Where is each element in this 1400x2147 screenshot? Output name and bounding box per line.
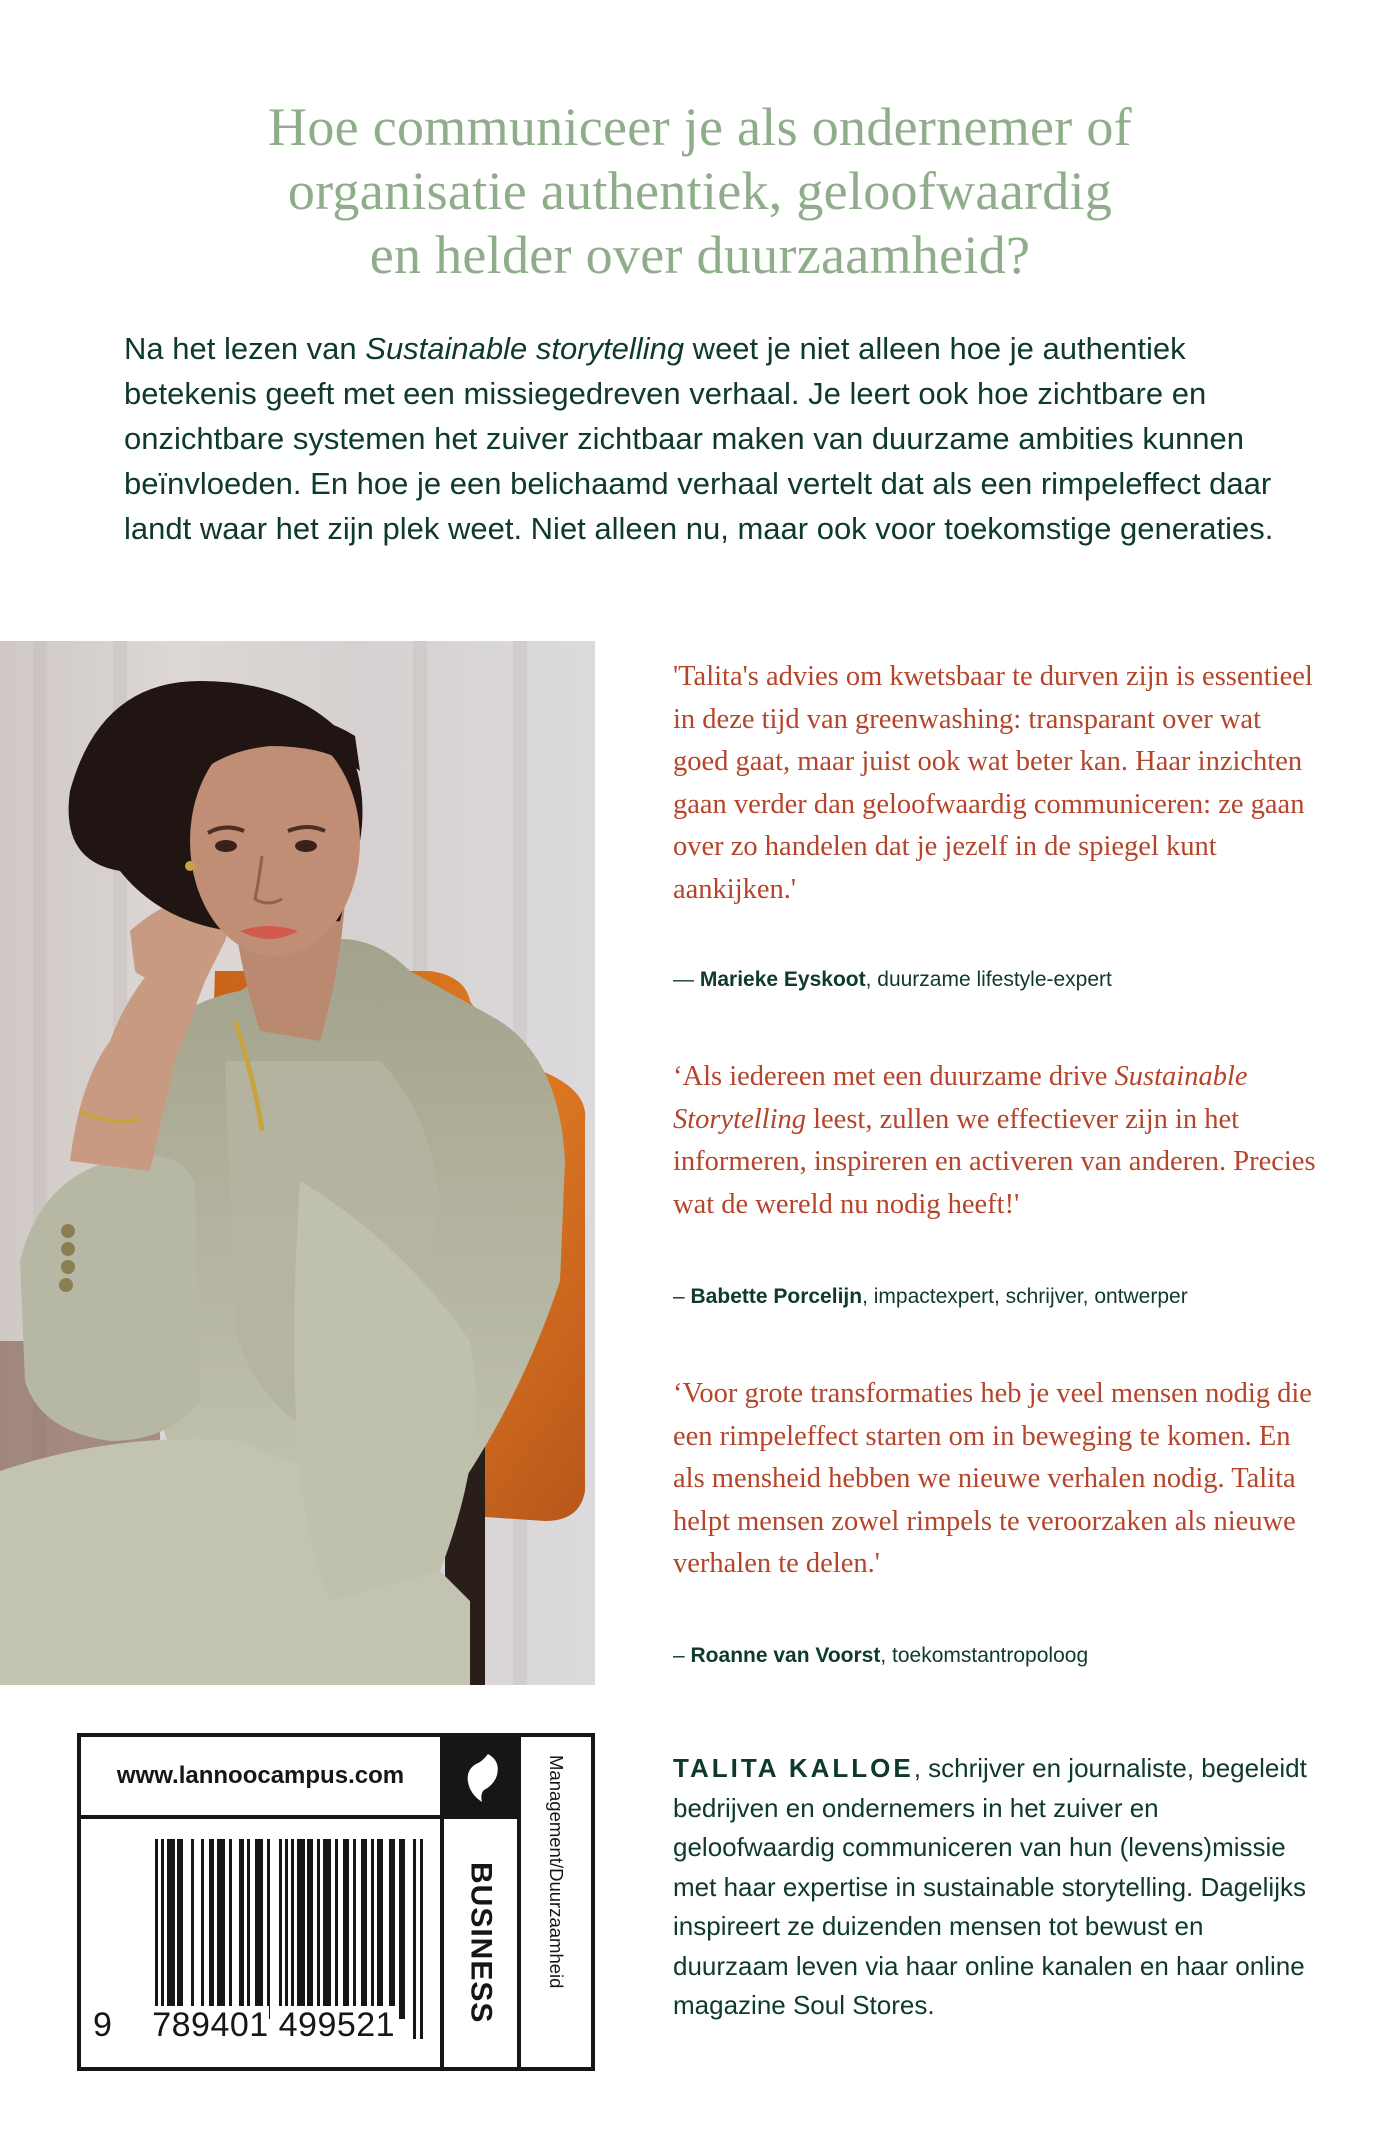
- endorsement-attribution-1: [673, 966, 1353, 994]
- intro-body: weet je niet alleen hoe je authentiek betekenis geeft met een missiegedreven verhaal. Je leert ook hoe zichtbare en onzichtbare systemen het zuiver zichtbaar maken van duurzame ambities kunnen beïnvloeden. En hoe je een belichaamd verhaal vertelt dat als een rimpeleffect daar landt waar het zijn plek weet. Niet alleen nu, maar ook voor toekomstige generaties.: [124, 331, 1274, 546]
- endorser-name: Marieke Eyskoot: [699, 968, 866, 991]
- endorser-name: Babette Porcelijn: [690, 1285, 863, 1308]
- endorsement-attribution-3: [673, 1642, 1353, 1670]
- intro-paragraph: [124, 326, 1304, 551]
- isbn-number: [93, 2005, 423, 2045]
- endorser-role: , toekomstantropoloog: [880, 1644, 1089, 1667]
- attribution-dash: –: [673, 1644, 691, 1667]
- attribution-dash: —: [673, 968, 700, 991]
- series-label: BUSINESS: [464, 1862, 498, 2024]
- isbn-left-group: 789401: [152, 2006, 269, 2044]
- endorser-role: , duurzame lifestyle-expert: [865, 968, 1112, 991]
- author-bio: [673, 1749, 1323, 2026]
- series-label-cell: [444, 1819, 517, 2067]
- book-title: Sustainable storytelling: [365, 331, 685, 366]
- isbn-barcode: [81, 1819, 440, 2071]
- intro-prefix: Na het lezen van: [124, 331, 366, 366]
- endorsement-quote-1: 'Talita's advies om kwetsbaar te durven zijn is essentieel in deze tijd van greenwashing: transparant over wat goed gaat, maar juist ook wat beter kan. Haar inzichten gaan verder dan geloofwaardig communiceren: ze gaan over zo handelen dat je jezelf in de spiegel kunt aankijken.': [673, 661, 1313, 905]
- bio-text: , schrijver en journaliste, begeleidt bedrijven en ondernemers in het zuiver en geloofwaardig communiceren van hun (levens)missie met haar expertise in sustainable storytelling. Dagelijks inspireert ze duizenden mensen tot bewust en duurzaam leven via haar online kanalen en haar online magazine Soul Stores.: [673, 1753, 1307, 2020]
- publisher-logo: [444, 1737, 521, 1819]
- publisher-info-box: [77, 1733, 595, 2071]
- author-portrait-image: [0, 641, 595, 1685]
- quote-text: ‘Als iedereen met een duurzame drive: [673, 1061, 1115, 1092]
- headline-line: Hoe communiceer je als ondernemer of: [268, 97, 1132, 157]
- endorser-role: , impactexpert, schrijver, ontwerper: [862, 1285, 1188, 1308]
- headline-line: en helder over duurzaamheid?: [369, 225, 1031, 285]
- endorser-name: Roanne van Voorst: [690, 1644, 881, 1667]
- category-cell: [521, 1737, 591, 2067]
- headline: [150, 95, 1250, 287]
- isbn-right-group: 499521: [278, 2006, 396, 2044]
- author-name: TALITA KALLOE: [673, 1753, 914, 1783]
- headline-line: organisatie authentiek, geloofwaardig: [287, 161, 1113, 221]
- endorsement-quote-3: ‘Voor grote transformaties heb je veel mensen nodig die een rimpeleffect starten om in beweging te komen. En als mensheid hebben we nieuwe verhalen nodig. Talita helpt mensen zowel rimpels te veroorzaken als nieuwe verhalen te delen.': [673, 1378, 1312, 1579]
- endorsement-attribution-2: [673, 1283, 1353, 1311]
- lannoo-leaf-logo-icon: [466, 1752, 500, 1804]
- quote-text: leest, zullen we effectiever zijn in het informeren, inspireren en activeren van anderen. Precies wat de wereld nu nodig heeft!': [673, 1103, 1316, 1220]
- category-label: Management/Duurzaamheid: [546, 1755, 567, 1989]
- book-title: Sustainable Storytelling: [673, 1061, 1248, 1135]
- isbn-first-digit: 9: [93, 2006, 113, 2044]
- attribution-dash: –: [673, 1285, 691, 1308]
- endorsement-quote-2: [673, 1056, 1323, 1226]
- author-photo: [0, 641, 595, 1685]
- publisher-url[interactable]: www.lannoocampus.com: [81, 1737, 440, 1819]
